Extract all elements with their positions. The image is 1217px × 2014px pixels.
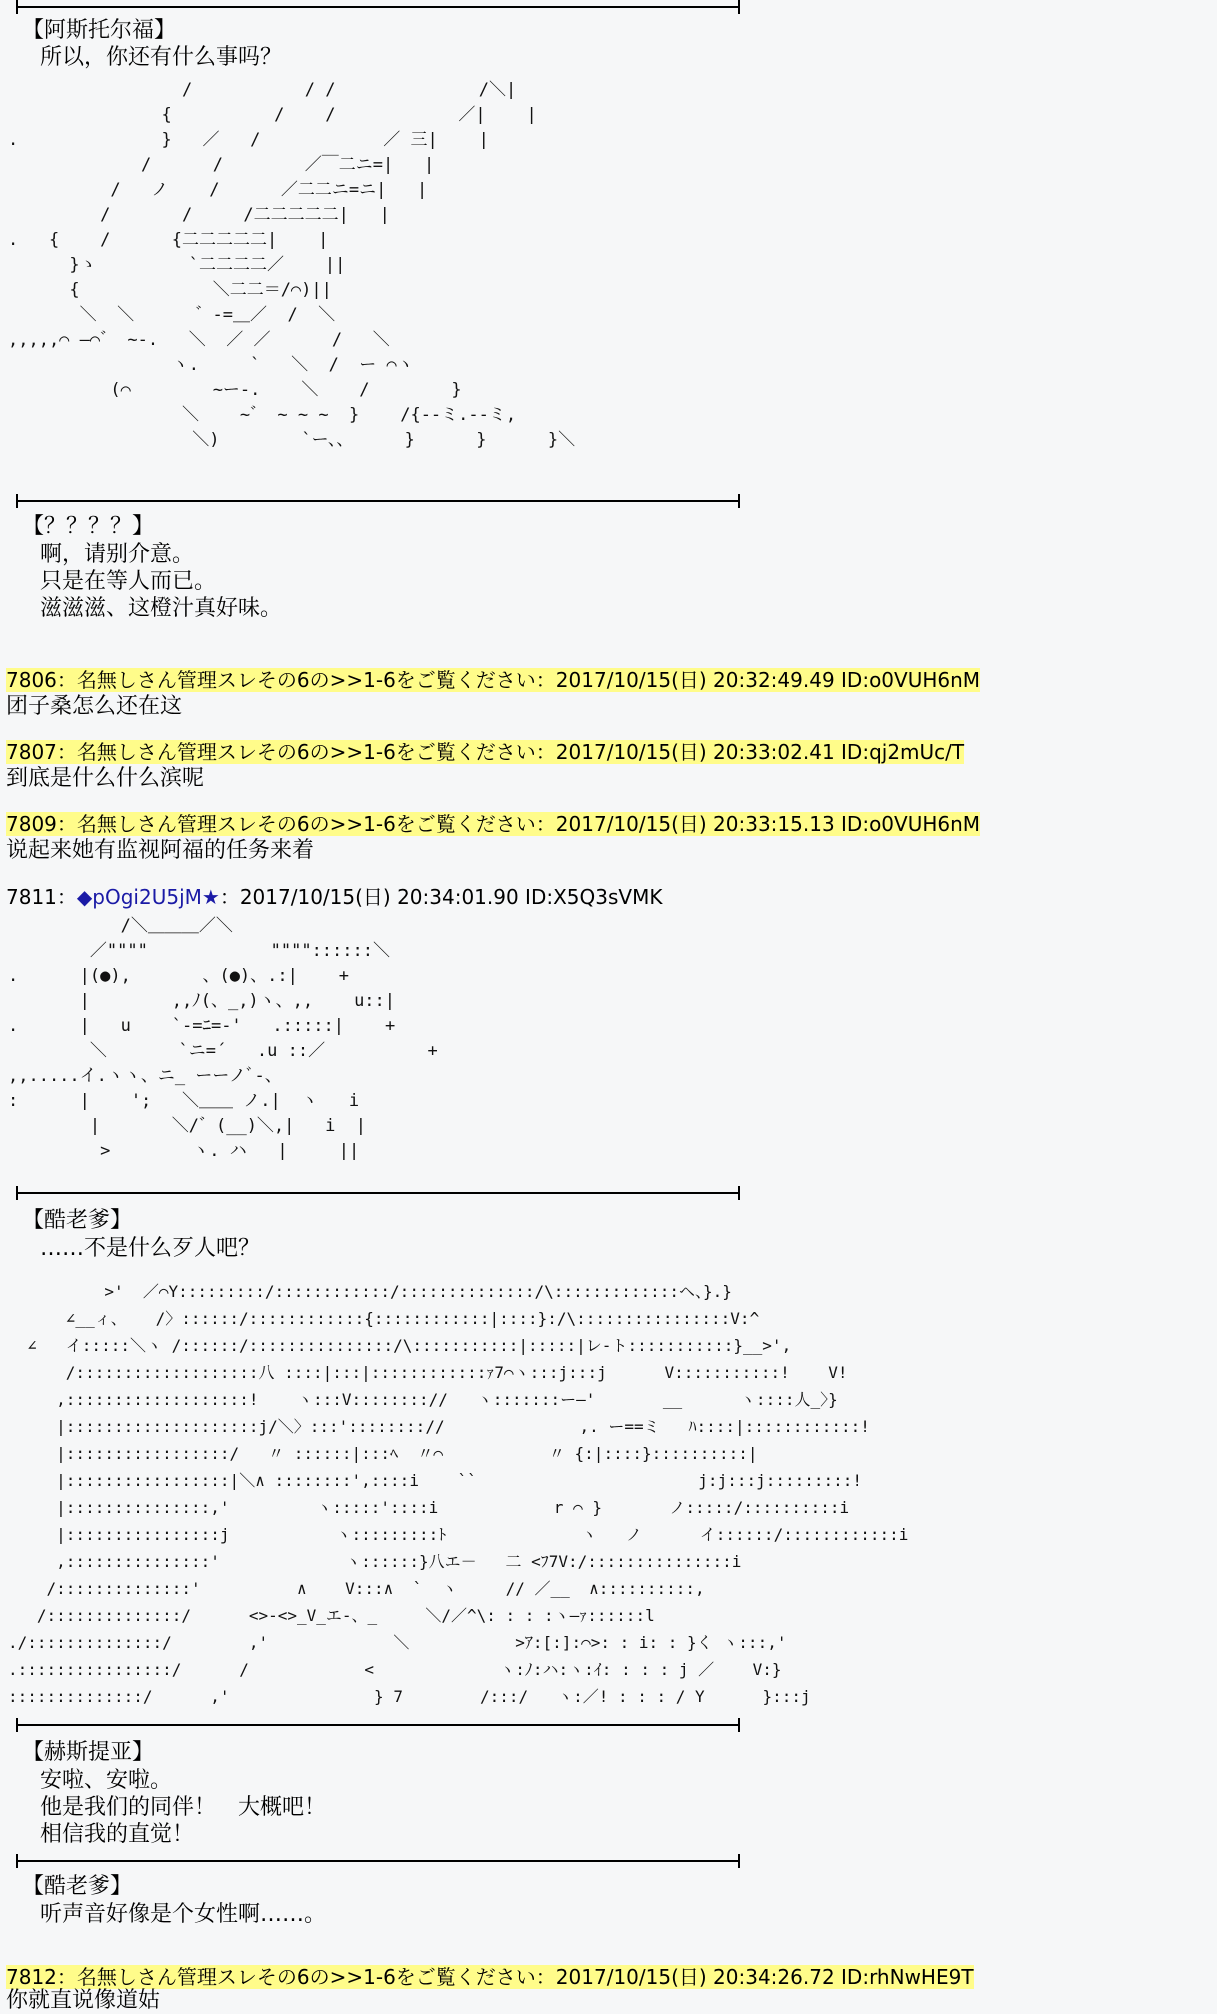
post-number: 7811： (6, 885, 77, 909)
speech-line: 只是在等人而已。 (40, 569, 217, 594)
post-body: 你就直说像道姑 (6, 1988, 161, 2013)
ascii-art-astolfo-hand: / / / /＼| { / / ／| | . } ／ / ／ 三| | / / ／￣二ニ=| | / ノ / ／二二ニ=ニ| | / / /二二二二二| | . { / {二二二二二| | }ゝ `二二二二／ || { ＼二二＝/⌒)|| ＼ ＼ ゛-=＿／ / ＼ ,,,,,⌒ ―⌒゛ ~-. ＼ ／ ／ / ＼ ヽ. ` ＼ / ー ⌒ヽ (⌒ ~ー-. ＼ / } ＼ ~゛ ~ ~ ~ } /{--ミ.--ミ, ＼) `ー、、 } } }＼ (8, 80, 576, 450)
post-body: 团子桑怎么还在这 (6, 694, 183, 719)
author-trip-link[interactable]: ◆pOgi2U5jM (76, 885, 202, 909)
post-header: 7809：名無しさん管理スレその6の>>1-6をご覧ください：2017/10/15(日) 20:33:15.13 ID:o0VUH6nM (6, 812, 981, 836)
post-header: 7812：名無しさん管理スレその6の>>1-6をご覧ください：2017/10/15(日) 20:34:26.72 ID:rhNwHE9T (6, 1965, 974, 1989)
post-body: 说起来她有监视阿福的任务来着 (6, 838, 315, 863)
speech-line: 所以，你还有什么事吗？ (40, 45, 283, 70)
speaker-label: 【？？？？】 (22, 514, 155, 539)
speech-line: 相信我的直觉！ (40, 1822, 195, 1847)
speaker-label: 【阿斯托尔福】 (22, 18, 177, 43)
speech-line: 滋滋滋、这橙汁真好味。 (40, 596, 283, 621)
speech-line: ……不是什么歹人吧？ (40, 1236, 261, 1261)
author-post-header (6, 884, 662, 910)
star-icon: ★ (201, 885, 220, 909)
post-body: 到底是什么什么滨呢 (6, 766, 205, 791)
panel-divider (8, 1186, 748, 1200)
post-header: 7806：名無しさん管理スレその6の>>1-6をご覧ください：2017/10/15(日) 20:32:49.49 ID:o0VUH6nM (6, 668, 981, 692)
post-meta: ：2017/10/15(日) 20:34:01.90 ID:X5Q3sVMK (219, 885, 663, 909)
speaker-label: 【酷老爹】 (22, 1874, 133, 1899)
panel-divider (8, 1854, 748, 1868)
speaker-label: 【赫斯提亚】 (22, 1740, 155, 1765)
speech-line: 他是我们的同伴！ 大概吧！ (40, 1795, 327, 1820)
panel-divider (8, 1718, 748, 1732)
ascii-art-yaruo-face: /＼＿＿＿／＼ ／"""" """"::::::＼ . |(●), 、(●)、.:| + | ,,ﾉ(、_,)ヽ、,, u::| . | u `-=ﾆ=-' .:::::| + ＼ `ニ=´ .u ::／ + ,,.....イ.ヽヽ、ニ_ ーーノﾞ-、 : | '; ＼＿＿ ノ.| ヽ i | ＼/゛(__)＼,| i | > ヽ. ハ | || (8, 916, 438, 1161)
post-header: 7807：名無しさん管理スレその6の>>1-6をご覧ください：2017/10/15(日) 20:33:02.41 ID:qj2mUc/T (6, 740, 965, 764)
ascii-art-character: >' ／⌒Y:::::::::/::::::::::::/::::::::::::::/\:::::::::::::ヘ、}.} ∠__ィ、 /〉::::::/::::::::::::{::::::::::::|::::}:/\::::::::::::::::V:^ ∠ イ:::::＼ヽ /::::::/:::::::::::::::/\:::::::::::|:::::|レ-ト:::::::::::}__>', /:::::::::::::::::::八 ::::|:::|::::::::::::ｧ7⌒ヽ:::j:::j V:::::::::::! V! ,:::::::::::::::::::! ヽ:::V::::::::// ヽ:::::::ー―' __ ヽ::::人_〉} |::::::::::::::::::::j/＼〉:::'::::::::// ,. ー==ミ ﾊ::::|::::::::::::! |:::::::::::::::::/ 〃 ::::::|:::ﾍ 〃⌒ 〃 {:|::::}::::::::::| |:::::::::::::::::|＼∧ ::::::::',::::i `` j:j:::j:::::::::! |:::::::::::::::,' ヽ:::::'::::i r ⌒ } ノ:::::/::::::::::i |::::::::::::::::j ヽ:::::::::ﾄ ヽ ノ イ::::::/::::::::::::i ,:::::::::::::::' ヽ::::::}八エ－ 二 <ﾌ7V:/:::::::::::::::i /::::::::::::::' ∧ V:::∧ ` ヽ // ／__ ∧::::::::::, /::::::::::::::/ <>-<>_V_エ-、_ ＼/／^\: : : :ヽ―ｧ::::::l ./::::::::::::::/ ,' ＼ >ｱ:[:]:⌒>: : i: : }く ヽ:::,' .::::::::::::::::/ / < ヽ:ﾉ:ハ:ヽ:ｲ: : : : j ／ V:} ::::::::::::::/ ,' } 7 /:::/ ヽ:／! : : : / Y }:::j (8, 1282, 909, 1706)
panel-divider (8, 0, 748, 14)
speaker-label: 【酷老爹】 (22, 1208, 133, 1233)
panel-divider (8, 494, 748, 508)
speech-line: 安啦、安啦。 (40, 1768, 173, 1793)
speech-line: 啊，请别介意。 (40, 542, 195, 567)
speech-line: 听声音好像是个女性啊……。 (40, 1902, 327, 1927)
